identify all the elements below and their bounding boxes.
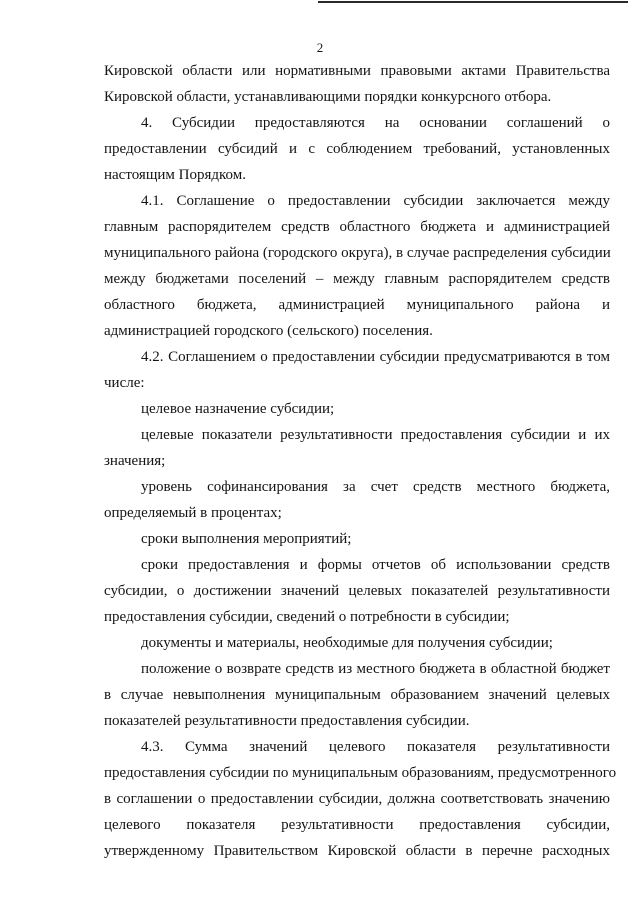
text-line: областного бюджета, администрацией муниципального района и xyxy=(104,297,610,313)
text-line: целевые показатели результативности предоставления субсидии и их xyxy=(141,427,610,443)
text-line: сроки выполнения мероприятий; xyxy=(141,531,352,547)
text-line: сроки предоставления и формы отчетов об использовании средств xyxy=(141,557,610,573)
text-line: определяемый в процентах; xyxy=(104,505,282,521)
text-line: значения; xyxy=(104,453,166,469)
text-line: положение о возврате средств из местного бюджета в областной бюджет xyxy=(141,661,610,677)
text-line: в соглашении о предоставлении субсидии, должна соответствовать значению xyxy=(104,791,610,807)
top-border-line xyxy=(318,1,628,3)
text-line: предоставления субсидии, сведений о потребности в субсидии; xyxy=(104,609,510,625)
text-line: уровень софинансирования за счет средств местного бюджета, xyxy=(141,479,610,495)
text-line: 4. Субсидии предоставляются на основании соглашений о xyxy=(141,115,610,131)
text-line: 4.2. Соглашением о предоставлении субсидии предусматриваются в том xyxy=(141,349,610,365)
text-line: муниципального района (городского округа), в случае распределения субсидии xyxy=(104,245,611,261)
text-line: субсидии, о достижении значений целевых показателей результативности xyxy=(104,583,610,599)
text-line: администрацией городского (сельского) поселения. xyxy=(104,323,433,339)
text-line: предоставлении субсидий и с соблюдением требований, установленных xyxy=(104,141,610,157)
text-line: Кировской области или нормативными правовыми актами Правительства xyxy=(104,63,610,79)
text-line: настоящим Порядком. xyxy=(104,167,246,183)
text-line: 4.1. Соглашение о предоставлении субсидии заключается между xyxy=(141,193,610,209)
text-line: целевого показателя результативности предоставления субсидии, xyxy=(104,817,610,833)
text-line: в случае невыполнения муниципальным образованием значений целевых xyxy=(104,687,610,703)
text-line: предоставления субсидии по муниципальным образованиям, предусмотренного xyxy=(104,765,617,781)
text-line: документы и материалы, необходимые для получения субсидии; xyxy=(141,635,553,651)
text-line: между бюджетами поселений – между главным распорядителем средств xyxy=(104,271,610,287)
text-line: целевое назначение субсидии; xyxy=(141,401,335,417)
text-line: утвержденному Правительством Кировской области в перечне расходных xyxy=(104,843,610,859)
text-line: числе: xyxy=(104,375,145,391)
text-line: Кировской области, устанавливающими порядки конкурсного отбора. xyxy=(104,89,552,105)
text-line: главным распорядителем средств областного бюджета и администрацией xyxy=(104,219,610,235)
text-line: показателей результативности предоставления субсидии. xyxy=(104,713,470,729)
page-number: 2 xyxy=(316,40,324,55)
text-line: 4.3. Сумма значений целевого показателя результативности xyxy=(141,739,610,755)
